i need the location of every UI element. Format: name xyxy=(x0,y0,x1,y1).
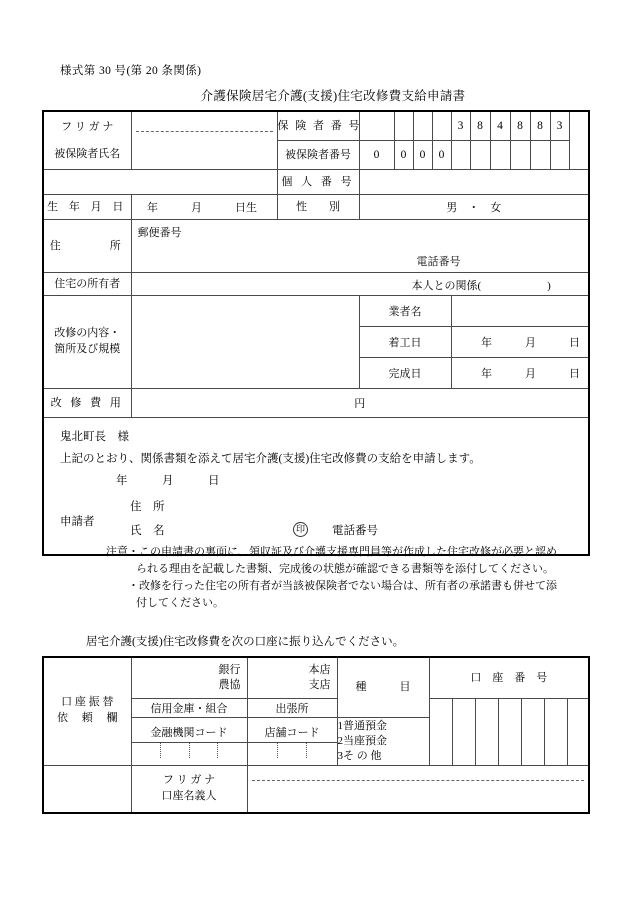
table-row xyxy=(43,195,589,220)
insurer-digit-1[interactable] xyxy=(394,111,413,141)
insurer-digit-5[interactable]: 8 xyxy=(470,111,490,141)
holder-furigana-label: フ リ ガ ナ xyxy=(162,773,216,786)
owner-label: 住宅の所有者 xyxy=(43,273,131,296)
insurer-digit-6[interactable]: 4 xyxy=(490,111,510,141)
renovation-label-line2: 箇所及び規模 xyxy=(54,343,121,355)
holder-furigana-rule xyxy=(252,780,585,781)
table-row xyxy=(43,765,589,813)
start-date-label: 着工日 xyxy=(359,327,451,358)
page-title: 介護保険居宅介護(支援)住宅改修費支給申請書 xyxy=(200,89,466,103)
holder-name-label: 口座名義人 xyxy=(161,789,217,802)
branch-code-digit-1[interactable] xyxy=(277,743,307,758)
insurer-digit-9[interactable]: 3 xyxy=(550,111,569,141)
account-number-label: 口 座 番 号 xyxy=(429,657,589,699)
insured-digit-1[interactable]: 0 xyxy=(394,141,413,170)
declaration-statement: 上記のとおり、関係書類を添えて居宅介護(支援)住宅改修費の支給を申請します。 xyxy=(60,453,481,465)
form-number: 様式第 30 号(第 20 条関係) xyxy=(60,65,202,77)
insured-digit-9[interactable] xyxy=(550,141,569,170)
completion-date-label: 完成日 xyxy=(359,358,451,389)
declaration-date-line[interactable]: 年 月 日 xyxy=(116,475,220,487)
bank-type-line3: 信用金庫・組合 xyxy=(131,699,247,718)
branch-code-block xyxy=(247,718,337,766)
table-row xyxy=(43,296,589,327)
account-digit-0[interactable] xyxy=(429,699,452,766)
owner-field[interactable] xyxy=(131,273,589,296)
applicant-table xyxy=(42,110,590,556)
insured-digit-8[interactable] xyxy=(530,141,550,170)
cost-label: 改 修 費 用 xyxy=(43,389,131,418)
declaration-cell xyxy=(43,418,589,556)
insured-digit-7[interactable] xyxy=(510,141,530,170)
account-digit-4[interactable] xyxy=(521,699,544,766)
gender-value[interactable]: 男 ・ 女 xyxy=(359,195,589,220)
bank-type-line1: 銀行 xyxy=(218,663,241,676)
completion-date-value[interactable]: 年 月 日 xyxy=(451,358,589,389)
branch-line3: 出張所 xyxy=(247,699,337,718)
insurer-digit-3[interactable] xyxy=(432,111,451,141)
transfer-section-label-line2: 依 頼 欄 xyxy=(57,712,118,725)
note-line-1b: られる理由を記載した書類、完成後の状態が確認できる書類等を添付してください。 xyxy=(136,563,554,576)
transfer-section-label-line1: 口 座 振 替 xyxy=(61,696,114,709)
bank-transfer-table xyxy=(42,656,590,814)
account-digit-1[interactable] xyxy=(452,699,475,766)
owner-relation-label: 本人との関係( ) xyxy=(411,280,551,292)
note-line-2b: 付してください。 xyxy=(136,597,224,610)
branch-type-field[interactable] xyxy=(247,657,337,699)
table-row xyxy=(43,111,589,141)
address-field[interactable] xyxy=(131,220,589,273)
insurer-digit-0[interactable] xyxy=(359,111,394,141)
cost-unit: 円 xyxy=(354,398,366,410)
insured-name-field[interactable] xyxy=(131,111,277,170)
applicant-phone-label: 電話番号 xyxy=(332,525,378,537)
insurer-digit-7[interactable]: 8 xyxy=(510,111,530,141)
bank-code-digit-0[interactable] xyxy=(132,743,161,758)
personal-number-label: 個 人 番 号 xyxy=(277,170,359,195)
renovation-label-line1: 改修の内容・ xyxy=(54,327,121,340)
insured-digit-5[interactable] xyxy=(470,141,490,170)
seal-glyph: 印 xyxy=(293,522,308,537)
bank-type-field[interactable] xyxy=(131,657,247,699)
birthdate-label: 生 年 月 日 xyxy=(43,195,131,220)
declaration-addressee: 鬼北町長 様 xyxy=(60,431,129,443)
applicant-label: 申請者 xyxy=(60,516,95,528)
bank-code-digit-3[interactable] xyxy=(218,743,247,758)
account-digit-6[interactable] xyxy=(567,699,589,766)
insured-number-label: 被保険者番号 xyxy=(277,141,359,170)
postal-code-label: 郵便番号 xyxy=(137,227,182,239)
phone-number-label: 電話番号 xyxy=(416,256,461,268)
contractor-field[interactable] xyxy=(451,296,589,327)
transfer-section-label xyxy=(43,657,131,765)
note-line-2a: ・改修を行った住宅の所有者が当該被保険者でない場合は、所有者の承諾書も併せて添 xyxy=(128,580,557,593)
bank-code-digit-1[interactable] xyxy=(160,743,189,758)
furigana-rule xyxy=(136,131,273,132)
account-type-label: 種 目 xyxy=(337,657,429,718)
birthdate-value[interactable]: 年 月 日生 xyxy=(131,195,277,220)
table-row xyxy=(43,657,589,699)
notes-block xyxy=(106,544,606,612)
insured-name-label: 被保険者氏名 xyxy=(54,147,121,160)
branch-line2: 支店 xyxy=(308,679,331,691)
branch-code-digit-2[interactable] xyxy=(307,743,337,758)
renovation-label xyxy=(43,296,131,389)
contractor-label: 業者名 xyxy=(359,296,451,327)
account-holder-field[interactable] xyxy=(247,765,589,813)
table-row xyxy=(43,418,589,556)
table-row xyxy=(43,389,589,418)
transfer-instruction: 居宅介護(支援)住宅改修費を次の口座に振り込んでください。 xyxy=(86,636,405,648)
renovation-detail-field[interactable] xyxy=(131,296,359,389)
bank-code-digit-2[interactable] xyxy=(189,743,218,758)
branch-code-label: 店舗コード xyxy=(248,725,337,743)
insured-digit-4[interactable] xyxy=(451,141,470,170)
branch-line1: 本店 xyxy=(308,663,331,676)
table-row xyxy=(43,273,589,296)
insurer-digit-8[interactable]: 8 xyxy=(530,111,550,141)
start-date-value[interactable]: 年 月 日 xyxy=(451,327,589,358)
seal-icon xyxy=(293,521,308,537)
address-label: 住 所 xyxy=(43,220,131,273)
insured-digit-3[interactable]: 0 xyxy=(432,141,451,170)
insurer-digit-4[interactable]: 3 xyxy=(451,111,470,141)
account-digit-5[interactable] xyxy=(544,699,567,766)
applicant-name-label: 氏 名 xyxy=(130,525,165,537)
bank-type-line2: 農協 xyxy=(218,679,241,691)
personal-number-grid-cell xyxy=(359,170,589,195)
insured-digit-0[interactable]: 0 xyxy=(359,141,394,170)
insurer-number-label: 保 険 者 番 号 xyxy=(277,111,359,141)
transfer-section-label-spacer xyxy=(43,765,131,813)
insured-digit-6[interactable] xyxy=(490,141,510,170)
account-digit-2[interactable] xyxy=(475,699,498,766)
furigana-label: フ リ ガ ナ xyxy=(61,120,114,133)
table-row xyxy=(43,220,589,273)
account-type-options[interactable] xyxy=(337,718,429,766)
cost-field[interactable] xyxy=(131,389,589,418)
name-field-lower[interactable] xyxy=(43,170,277,195)
bank-code-block xyxy=(131,718,247,766)
account-holder-label xyxy=(131,765,247,813)
insurer-digit-2[interactable] xyxy=(413,111,432,141)
table-row xyxy=(43,170,589,195)
insured-digit-2[interactable]: 0 xyxy=(413,141,432,170)
account-digit-3[interactable] xyxy=(498,699,521,766)
account-type-option-1: 2当座預金 xyxy=(337,734,388,747)
account-type-option-0: 1普通預金 xyxy=(337,720,388,732)
account-type-option-2: 3そ の 他 xyxy=(337,749,382,762)
applicant-address-label: 住 所 xyxy=(130,501,165,513)
bank-code-label: 金融機関コード xyxy=(132,725,247,743)
note-line-1a: 注意・この申請書の裏面に、領収証及び介護支援専門員等が作成した住宅改修が必要と認め xyxy=(106,546,557,558)
branch-code-digit-0[interactable] xyxy=(248,743,278,758)
gender-label: 性 別 xyxy=(277,195,359,220)
